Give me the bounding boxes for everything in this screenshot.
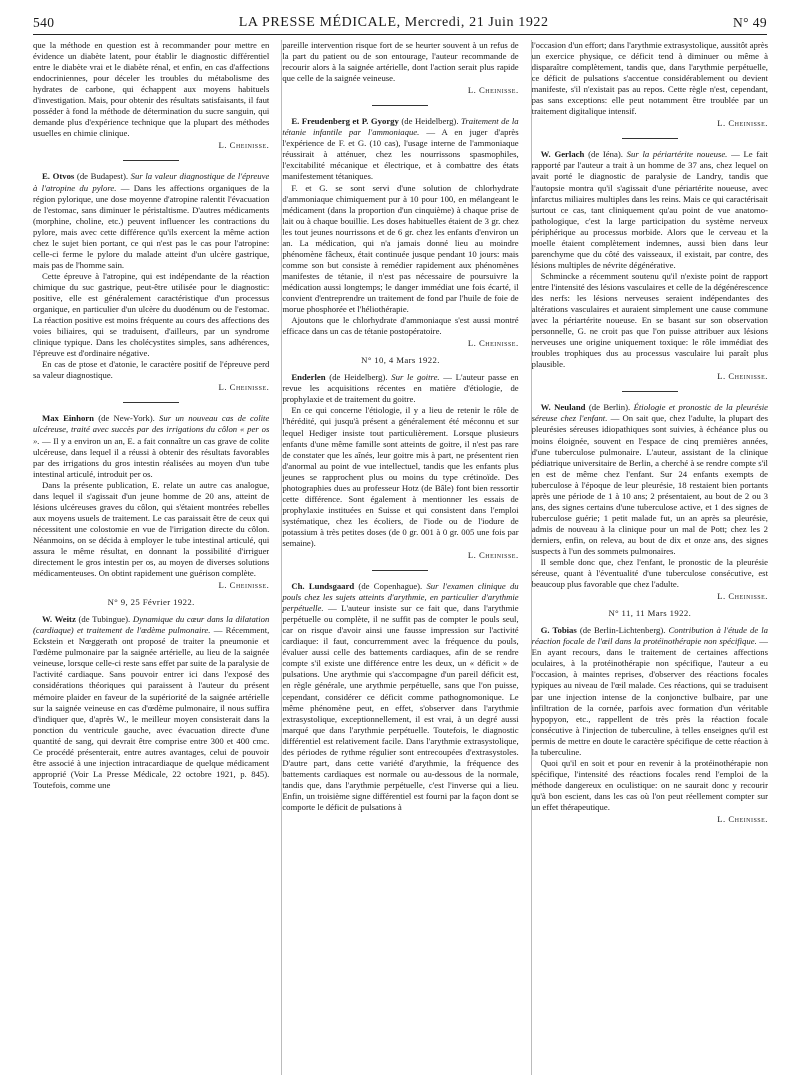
- abstract-neuland: [532, 402, 768, 557]
- abstract-continued-text: l'occasion d'un effort; dans l'arythmie extrasystolique, aussitôt après un exercice physique, ce déficit tend à diminuer ou même à disparaître complètement, tandis que, dans l'arythmie perpétuelle, ce déficit de pulsations s'accentue considérablement ou devient manifeste, s'il n'existait pas au repos. Cette règle n'est, cependant, pas sans exceptions: elle peut notamment être troublée par un traitement digitalique intensif.: [531, 40, 768, 117]
- paragraph: — On sait que, chez l'adulte, la plupart des pleurésies séreuses idiopathiques sont suivies, à échéance plus ou moins éloignée, souvent en l'espace de cinq premières années, d'une tuberculose pulmonaire. L'auteur, assistant de la clinique pédiatrique universitaire de Berlin, a cherché à se rendre compte s'il en est de même chez l'enfant. Sur 24 enfants exempts de tuberculose à l'époque de leur pleurésie, 18 restaient bien portants après une période de 1 à 10 ans; 2 présentaient, au bout de 2 ou 3 ans, des signes certains d'une tuberculose active, et 1 des signes de tuberculose guérie; 1 petit malade fut, un an après sa pleurésie, admis de nouveau à la clinique pour un mal de Pott; chez les 2 derniers, enfin, on releva, au bout de dix et onze ans, des signes suspects à l'un des sommets pulmonaires.: [531, 413, 768, 556]
- article-title: Sur le goitre.: [391, 372, 440, 383]
- header-rule: [33, 34, 767, 35]
- abstract-enderlen: [282, 372, 518, 405]
- signature: L. Cheinisse.: [467, 85, 519, 96]
- page-number: 540: [33, 15, 55, 30]
- author: W. Neuland: [540, 402, 586, 413]
- paragraph: — Récemment, Eckstein et Nœggerath ont proposé de traiter la pneumonie et l'œdème pulmonaire par la saignée artérielle, au lieu de la saignée veineuse, lorsque celle-ci reste sans effet par suite de la paralysie de l'activité cardiaque. Sans pouvoir entrer ici dans l'exposé des considérations théoriques qui paraissent à l'auteur du présent mémoire plaider en faveur de la supériorité de la saignée artérielle sur la saignée veineuse en cas d'œdème pulmonaire, il nous suffira d'indiquer que, d'après W., le meilleur moyen consisterait dans la ponction du ventricule gauche, avec évacuation directe d'une quantité de sang, qui devrait être comprise entre 300 et 400 cmc. Ce procédé présenterait, entre autres avantages, celui de pouvoir être associé à une injection intracardiaque de quelque médicament approprié (Voir La Presse Médicale, 22 octobre 1921, p. 845). Toutefois, comme une: [33, 625, 270, 790]
- signature: L. Cheinisse.: [717, 118, 768, 129]
- separator-rule: [622, 138, 678, 139]
- abstract-tobias: [532, 625, 768, 758]
- article-title: Étiologie et pronostic de la pleurésie séreuse chez l'enfant.: [531, 402, 768, 424]
- page-header: [33, 14, 767, 32]
- affiliation: (de Heidelberg).: [398, 116, 462, 127]
- affiliation: (de Copenhague).: [354, 581, 427, 592]
- signature: L. Cheinisse.: [218, 580, 270, 591]
- abstract-lundsgaard: [282, 581, 518, 813]
- paragraph: Schmincke a récemment soutenu qu'il n'existe point de rapport entre l'intensité des lésions vasculaires et celle de la dégénérescence des nerfs: les lésions nerveuses seraient indépendantes des altérations vasculaires et auraient simplement une cause commune avec la périartérite noueuse. En se basant sur son observation personnelle, G. ne croit pas que l'on puisse attribuer aux lésions nerveuses une origine uniquement toxique: le rôle immédiat des troubles trophiques dus au processus vasculaire lui paraît plus plausible.: [531, 270, 768, 370]
- article-title: Sur un nouveau cas de colite ulcéreuse, traité avec succès par des irrigations du côlon « per os ».: [33, 413, 270, 446]
- paragraph: — Dans les affections organiques de la région pylorique, une dose moyenne d'atropine ralentit l'évacuation de l'estomac, sans diminuer le péristaltisme. D'autres médicaments (morphine, choline, etc.) peuvent influencer les contractions du pylore, mais avec cette différence qu'ils exercent la même action chez le sujet bien portant, ce qui n'est pas le cas pour l'atropine: celle-ci ferme le pylore du malade atteint d'un ulcère gastrique, mais pas de l'homme sain.: [33, 182, 270, 270]
- paragraph: Quoi qu'il en soit et pour en revenir à la protéinothérapie non spécifique, l'intensité des réactions focales rend l'emploi de la méthode dangereux en oculistique: on ne saurait donc y recourir qu'à bon escient, dans les cas où l'on peut réellement compter sur un effet thérapeutique.: [531, 757, 768, 812]
- paragraph: Il semble donc que, chez l'enfant, le pronostic de la pleurésie séreuse, quant à l'éventualité d'une tuberculose consécutive, est beaucoup plus favorable que chez l'adulte.: [531, 557, 768, 590]
- article-columns: [33, 40, 768, 1075]
- paragraph: — L'auteur insiste sur ce fait que, dans l'arythmie perpétuelle ou complète, il ne suffit pas de compter le pouls seul, car on risque d'avoir ainsi une fausse impression sur l'activité cardiaque: il faut, concurremment avec la fréquence du pouls, évaluer aussi celle des battements cardiaques, afin de se rendre compte s'il existe une différence entre les deux, un « déficit » de pulsations. Une arythmie qui s'accompagne d'un pareil déficit est, en règle générale, une arythmie perpétuelle, sans que l'on puisse, cependant, considérer ce déficit comme pathognomonique. Le même phénomène peut, en effet, s'observer dans l'arythmie extrasystolique, exceptionnellement, il est vrai, à un degré aussi marqué que dans l'arythmie perpétuelle. Toutefois, le diagnostic différentiel est relativement facile. Dans l'arythmie extrasystolique, des périodes de rythme régulier sont entrecoupées d'extrasystoles. D'autre part, dans cette variété d'arythmie, la fréquence des battements cardiaques est normale ou au-dessous de la normale, tandis que, dans l'arythmie perpétuelle, c'est l'inverse qui a lieu. Enfin, un troisième signe différentiel est fourni par la façon dont se comporte le déficit de pulsations à: [282, 603, 519, 812]
- abstract-continued-text: que la méthode en question est à recommander pour mettre en évidence un diabète latent, pour établir le diagnostic différentiel entre le diabète vrai et le diabète rénal, et enfin, en cas d'affections endocriniennes, pour déceler les troubles du métabolisme des hydrates de carbone, qui échappent aux moyens habituels d'investigation. Mais, pour obtenir des résultats satisfaisants, il faut posséder à fond la méthode de détermination du sucre sanguin, qui demande plus d'expérience technique que la plupart des méthodes usuelles en chimie clinique.: [33, 40, 270, 139]
- abstract-weitz: [33, 614, 269, 791]
- paragraph: Ajoutons que le chlorhydrate d'ammoniaque s'est aussi montré efficace dans un cas de tétanie postopératoire.: [282, 315, 519, 337]
- abstract-einhorn: [33, 413, 269, 479]
- column-left: [33, 40, 269, 1075]
- separator-rule: [123, 160, 179, 161]
- issue-heading: N° 9, 25 Février 1922.: [107, 597, 195, 608]
- author: Max Einhorn: [42, 413, 94, 424]
- paragraph: — Il y a environ un an, E. a fait connaître un cas grave de colite ulcéreuse, dans lequel il a réussi à obtenir des résultats favorables par des irrigations du gros intestin réalisées au moyen d'un tube intestinal articulé, introduit per os.: [33, 435, 270, 479]
- article-title: Sur l'examen clinique du pouls chez les sujets atteints d'arythmie, en particulier d'arythmie perpétuelle.: [282, 581, 519, 614]
- article-title: Sur la valeur diagnostique de l'épreuve à l'atropine du pylore.: [33, 171, 270, 193]
- signature: L. Cheinisse.: [467, 550, 519, 561]
- issue-heading: N° 10, 4 Mars 1922.: [361, 355, 440, 366]
- signature: L. Cheinisse.: [218, 140, 270, 151]
- paragraph: Cette épreuve à l'atropine, qui est indépendante de la réaction chimique du suc gastrique, peut-être utilisée pour le diagnostic: positive, elle est généralement caractéristique d'un processus organique, en particulier d'un ulcère du duodénum ou de l'estomac. La réaction positive est moins fréquente au cours des affections des voies biliaires, qui se traduisent, d'ailleurs, par un syndrome clinique typique. Dans les cholécystites simples, sans adhérences, l'épreuve est d'ordinaire négative.: [33, 270, 270, 359]
- paragraph: — A en juger d'après l'expérience de F. et G. (10 cas), l'usage interne de l'ammoniaque réussirait à atténuer, chez les nourrissons spasmophiles, l'excitabilité mécanique et électrique, et à combattre des états manifestement tétaniques.: [282, 127, 519, 182]
- paragraph: — En ayant recours, dans le traitement de certaines affections oculaires, à la protéinothérapie non spécifique, l'auteur a eu l'occasion, à maintes reprises, d'observer des réactions focales typiques au niveau de l'œil malade. Ces réactions, qui se traduisent par une injection intense de la conjonctive bulbaire, par une infiltration de la cornée, parfois avec formation d'un véritable hypopyon, etc., rappellent de très près la réaction focale consécutive à l'injection de tuberculine, à telles enseignes qu'il est permis de mettre en doute le caractère spécifique de cette réaction à la tuberculine.: [531, 636, 768, 757]
- paragraph: En cas de ptose et d'atonie, le caractère positif de l'épreuve perd sa valeur diagnostique.: [33, 359, 270, 381]
- author: G. Tobias: [540, 625, 577, 636]
- abstract-otvos: [33, 171, 269, 270]
- author: Ch. Lundsgaard: [291, 581, 355, 592]
- signature: L. Cheinisse.: [218, 382, 270, 393]
- paragraph: F. et G. se sont servi d'une solution de chlorhydrate d'ammoniaque chimiquement pur à 10 pour 100, en mélangeant le médicament (dans la proportion d'un cinquième) à chaque prise de lait ou à chaque bouillie. Les doses habituelles étaient de 3 gr. chez les tout jeunes nourrissons et de 6 gr. chez les enfants d'environ un an. La médication, qui n'a jamais donné lieu au moindre phénomène fâcheux, était continuée jusque pendant 10 jours: mais comme son but consiste à remédier rapidement aux phénomènes manifestes de tétanie, il n'est pas nécessaire de poursuivre la médication aussi longtemps; le danger immédiat une fois écarté, il convient d'entreprendre un traitement de fond par l'huile de foie de morue phosphorée et l'héliothérapie.: [282, 182, 519, 315]
- article-title: Sur la périartérite noueuse.: [626, 149, 728, 160]
- author: W. Gerlach: [540, 149, 585, 160]
- separator-rule: [123, 402, 179, 403]
- affiliation: (de Tubingue).: [75, 614, 133, 625]
- separator-rule: [622, 391, 678, 392]
- article-title: Dynamique du cœur dans la dilatation (cardiaque) et traitement de l'œdème pulmonaire.: [33, 614, 270, 636]
- signature: L. Cheinisse.: [717, 814, 768, 825]
- author: W. Weitz: [42, 614, 76, 625]
- signature: L. Cheinisse.: [717, 371, 768, 382]
- column-middle: [281, 40, 518, 1075]
- affiliation: (de Heidelberg).: [325, 372, 392, 383]
- paragraph: — Le fait rapporté par l'auteur a trait à un homme de 37 ans, chez lequel on avait porté le diagnostic de paralysie de Landry, tandis que l'autopsie montra qu'il s'agissait d'une périartérite noueuse, avec infarctus miliaires multiples dans les reins. Mais ce qui caractérisait surtout ce cas, tant cliniquement qu'au point de vue anatomo-pathologique, c'est la large participation du système nerveux périphérique au processus morbide. Alors que le cerveau et la moelle étaient complètement indemnes, aussi bien dans leur parenchyme que du côté des vaisseaux, il existait, par contre, des lésions multiples de névrite dégénérative.: [531, 149, 768, 270]
- signature: L. Cheinisse.: [467, 338, 519, 349]
- abstract-gerlach: [532, 149, 768, 271]
- signature: L. Cheinisse.: [717, 591, 768, 602]
- affiliation: (de Berlin).: [585, 402, 634, 413]
- author: E. Freudenberg et P. Gyorgy: [291, 116, 399, 127]
- article-title: Traitement de la tétanie infantile par l'ammoniaque.: [282, 116, 519, 138]
- issue-number: N° 49: [732, 15, 767, 30]
- affiliation: (de New-York).: [94, 413, 160, 424]
- author: E. Otvos: [42, 171, 75, 182]
- abstract-freudenberg: [282, 116, 518, 182]
- affiliation: (de Berlin-Lichtenberg).: [576, 625, 669, 636]
- column-right: [531, 40, 768, 1075]
- author: Enderlen: [291, 372, 326, 383]
- paragraph: — L'auteur passe en revue les acquisitions récentes en matière d'étiologie, de prophylaxie et de traitement du goitre.: [282, 372, 519, 405]
- article-title: Contribution à l'étude de la réaction focale de l'œil dans la protéinothérapie non spécifique.: [531, 625, 768, 647]
- abstract-continued-text: pareille intervention risque fort de se heurter souvent à un refus de la part du patient ou de son entourage, l'auteur recommande de recourir alors à la saignée artérielle, dont l'action serait plus rapide que celle de la saignée veineuse.: [282, 40, 519, 84]
- separator-rule: [372, 570, 428, 571]
- separator-rule: [372, 105, 428, 106]
- paragraph: Dans la présente publication, E. relate un autre cas analogue, dans lequel il s'agissait d'un jeune homme de 20 ans, atteint de lésions ulcéreuses graves du côlon, qui s'étaient montrées rebelles aux moyens usuels de traitement. Le cas paraissait être de ceux qui nécessitent une colostomie en vue de l'irrigation directe du côlon. Néanmoins, on se décida à employer le tube intestinal articulé, qui assura le même résultat, en donnant la possibilité d'irriguer directement le gros intestin per os, au moyen de diverses solutions médicamenteuses. On obtint rapidement une guérison complète.: [33, 479, 270, 579]
- issue-heading: N° 11, 11 Mars 1922.: [608, 608, 692, 619]
- journal-title: LA PRESSE MÉDICALE, Mercredi, 21 Juin 1922: [238, 15, 549, 30]
- paragraph: En ce qui concerne l'étiologie, il y a lieu de retenir le rôle de l'hérédité, qui jusqu'à présent a généralement été méconnu et sur lequel Hediger insiste tout particulièrement. Lorsque plusieurs enfants d'une même famille sont atteints de goitre, il n'est pas rare de constater que les aînés, leur goitre mis à part, ne présentent rien d'anormal au point de vue intellectuel, tandis que les enfants plus jeunes se rapprochent plus ou moins du type crétinoïde. Des photographies dues au professeur Hotz (de Bâle) font bien ressortir cette différence. Sont également à mentionner les essais de prophylaxie instituées en Suisse et qui consistent dans l'emploi systématique, chez les écoliers, de l'iode ou de l'iodure de potassium à très petites doses (de 0 gr. 001 à 0 gr. 005 une fois par semaine).: [282, 405, 519, 548]
- affiliation: (de Iéna).: [584, 149, 627, 160]
- affiliation: (de Budapest).: [74, 171, 131, 182]
